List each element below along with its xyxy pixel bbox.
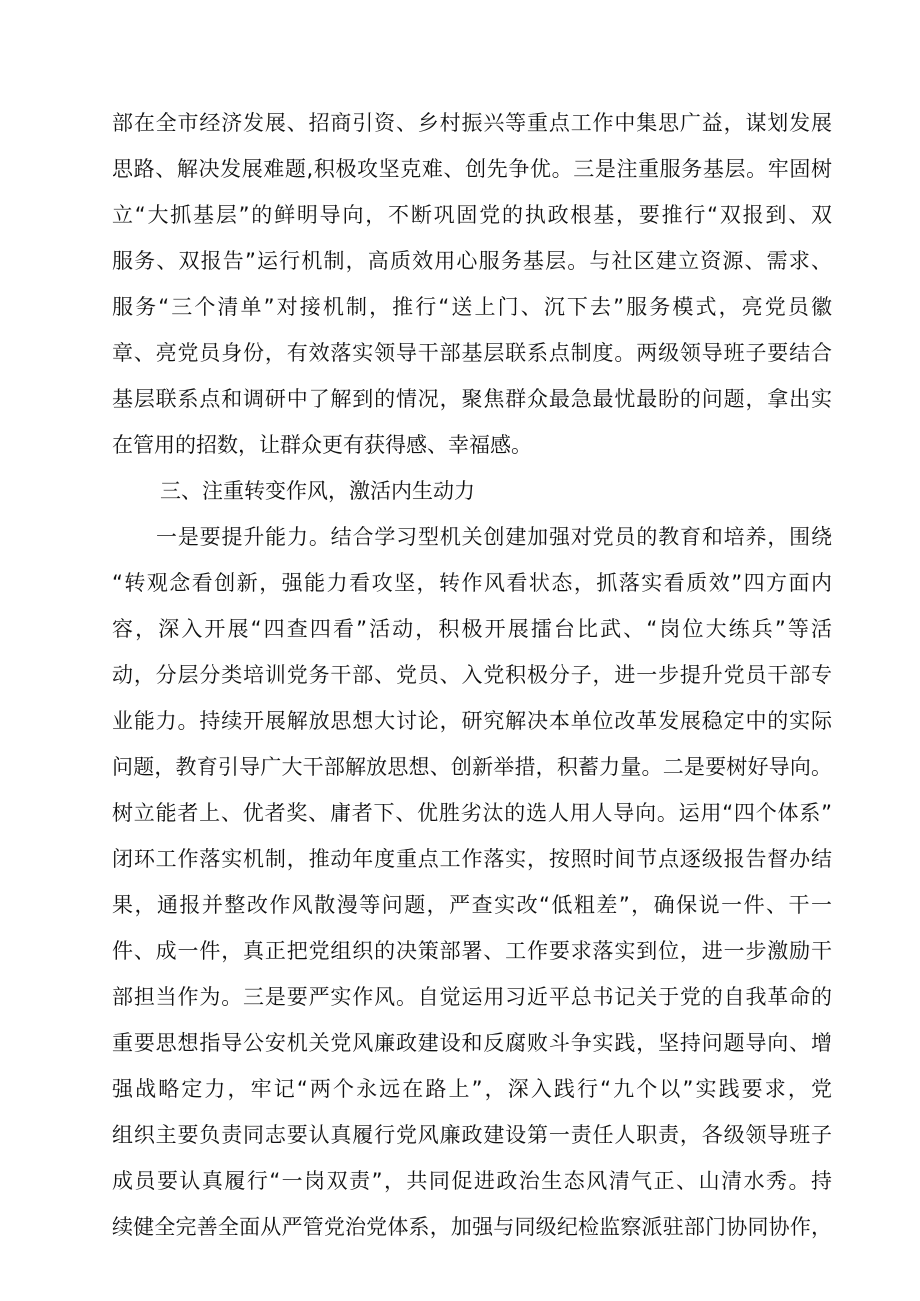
document-body [112, 100, 832, 1250]
paragraph-line: 树立能者上、优者奖、庸者下、优胜劣汰的选人用人导向。运用“四个体系” [112, 801, 832, 825]
paragraph-line: 基层联系点和调研中了解到的情况，聚焦群众最急最忧最盼的问题，拿出实 [112, 387, 832, 411]
paragraph-line: 动，分层分类培训党务干部、党员、入党积极分子，进一步提升党员干部专 [112, 663, 832, 687]
paragraph-line: 成员要认真履行“一岗双责”，共同促进政治生态风清气正、山清水秀。持 [112, 1169, 832, 1193]
paragraph-line: 组织主要负责同志要认真履行党风廉政建设第一责任人职责，各级领导班子 [112, 1123, 832, 1147]
paragraph-line: 闭环工作落实机制，推动年度重点工作落实，按照时间节点逐级报告督办结 [112, 847, 832, 871]
paragraph-line-last: 在管用的招数，让群众更有获得感、幸福感。 [112, 433, 532, 457]
paragraph-line: 思路、解决发展难题,积极攻坚克难、创先争优。三是注重服务基层。牢固树 [112, 157, 832, 181]
paragraph-line: 件、成一件，真正把党组织的决策部署、工作要求落实到位，进一步激励干 [112, 939, 832, 963]
paragraph-line: 服务“三个清单”对接机制，推行“送上门、沉下去”服务模式，亮党员徽 [112, 295, 832, 319]
paragraph-line: 部在全市经济发展、招商引资、乡村振兴等重点工作中集思广益，谋划发展 [112, 111, 832, 135]
paragraph-line: 重要思想指导公安机关党风廉政建设和反腐败斗争实践，坚持问题导向、增 [112, 1031, 832, 1055]
paragraph-line-first: 一是要提升能力。结合学习型机关创建加强对党员的教育和培养，围绕 [156, 525, 832, 549]
paragraph-line: “转观念看创新，强能力看攻坚，转作风看状态，抓落实看质效”四方面内 [112, 571, 832, 595]
section-heading: 三、注重转变作风，激活内生动力 [160, 479, 475, 503]
paragraph-line: 服务、双报告”运行机制，高质效用心服务基层。与社区建立资源、需求、 [112, 249, 832, 273]
paragraph-line: 业能力。持续开展解放思想大讨论，研究解决本单位改革发展稳定中的实际 [112, 709, 832, 733]
paragraph-2 [112, 514, 832, 1250]
paragraph-line: 部担当作为。三是要严实作风。自觉运用习近平总书记关于党的自我革命的 [112, 985, 832, 1009]
paragraph-line: 章、亮党员身份，有效落实领导干部基层联系点制度。两级领导班子要结合 [112, 341, 832, 365]
paragraph-line: 容，深入开展“四查四看”活动，积极开展擂台比武、“岗位大练兵”等活 [112, 617, 832, 641]
paragraph-1 [112, 100, 832, 468]
paragraph-line: 强战略定力，牢记“两个永远在路上”，深入践行“九个以”实践要求，党 [112, 1077, 832, 1101]
paragraph-line: 续健全完善全面从严管党治党体系，加强与同级纪检监察派驻部门协同协作， [112, 1215, 832, 1239]
paragraph-line: 问题，教育引导广大干部解放思想、创新举措，积蓄力量。二是要树好导向。 [112, 755, 832, 779]
paragraph-line: 立“大抓基层”的鲜明导向，不断巩固党的执政根基，要推行“双报到、双 [112, 203, 832, 227]
paragraph-line: 果，通报并整改作风散漫等问题，严查实改“低粗差”，确保说一件、干一 [112, 893, 832, 917]
